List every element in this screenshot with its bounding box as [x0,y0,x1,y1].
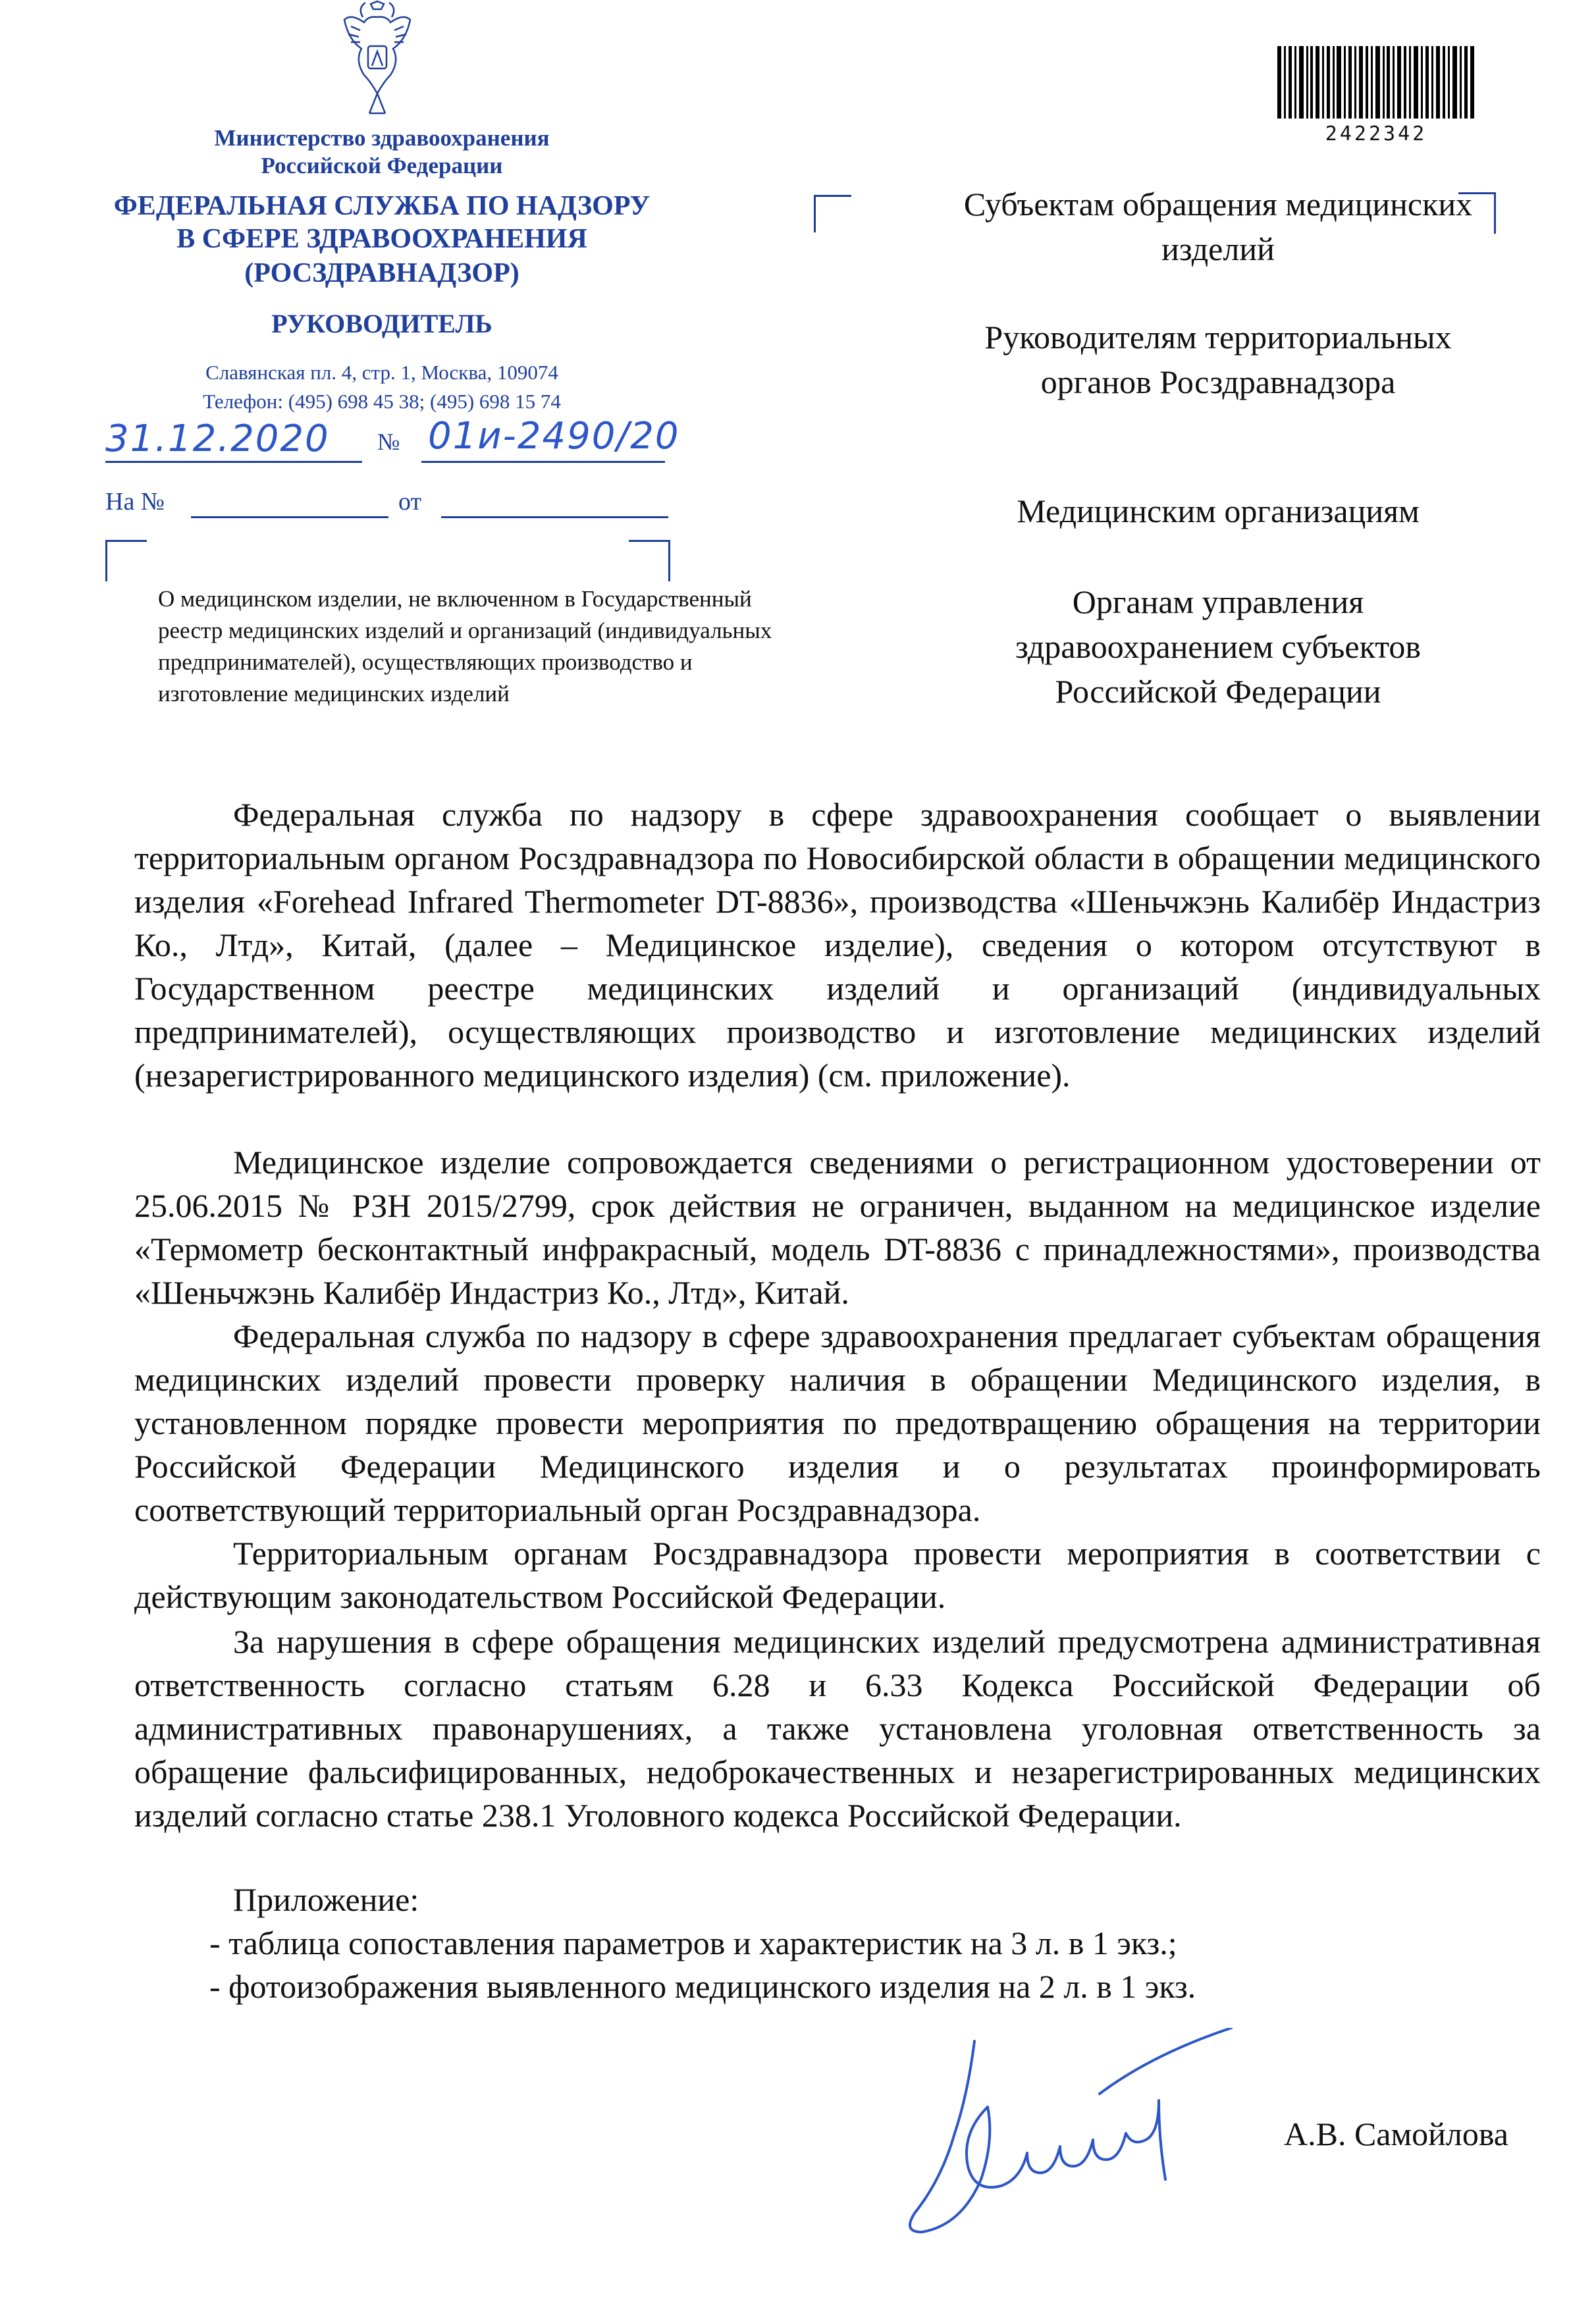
ministry-line-2: Российской Федерации [261,153,503,178]
number-underline [421,461,665,463]
recipient-3: Медицинским организациям [1017,493,1420,529]
body-paragraph-4 [134,1531,1541,1618]
annex-item: - фотоизображения выявленного медицинского изделия на 2 л. в 1 экз. [209,1968,1196,2005]
service-line-2: В СФЕРЕ ЗДРАВООХРАНЕНИЯ [176,224,587,254]
recipient-4: Органам управления здравоохранением субъектов Российской Федерации [1015,583,1422,710]
recipient-2: Руководителям территориальных органов Росздравнадзора [984,319,1452,400]
paragraph-text: Федеральная служба по надзору в сфере здравоохранения предлагает субъектам обращения медицинских изделий провести проверку наличия в обращении Медицинского изделия, в установленном порядке провести мероприятия по предотвращению обращения на территории Российской Федерации Медицинского изделия и о результатах проинформировать соответствующий территориальный орган Росздравнадзора. [134,1318,1541,1528]
signature-icon [902,2028,1244,2239]
paragraph-text: За нарушения в сфере обращения медицинских изделий предусмотрена административная ответственность согласно статьям 6.28 и 6.33 Кодекса Российской Федерации об административных правонарушениях, а также установлена уголовная ответственность за обращение фальсифицированных, недоброкачественных и незарегистрированных медицинских изделий согласно статье 238.1 Уголовного кодекса Российской Федерации. [134,1623,1541,1834]
date-underline [105,461,362,463]
annex-title: Приложение: [233,1881,419,1918]
reply-from-label: от [398,488,422,516]
barcode-icon [1277,46,1475,125]
subject-text: О медицинском изделии, не включенном в Государственный реестр медицинских изделий и организаций (индивидуальных предпринимателей), осуществляющих производство и изготовление медицинских изделий [158,586,772,706]
annex-item: - таблица сопоставления параметров и характеристик на 3 л. в 1 экз.; [209,1925,1177,1961]
phone: Телефон: (495) 698 45 38; (495) 698 15 74 [203,390,561,413]
outgoing-date: 31.12.2020 [105,417,330,460]
subject-corner-right [629,540,670,581]
ministry-line-1: Министерство здравоохранения [214,125,550,151]
reply-date-underline [441,516,668,518]
number-sign: № [377,429,400,455]
outgoing-number: 01и-2490/20 [428,415,680,458]
paragraph-text: Федеральная служба по надзору в сфере здравоохранения сообщает о выявлении территориальным органом Росздравнадзора по Новосибирской области в обращении медицинского изделия «Forehead Infrared Thermometer DT-8836», производства «Шеньчжэнь Калибёр Индастриз Ко., Лтд», Китай, (далее – Медицинское изделие), сведения о котором отсутствуют в Государственном реестре медицинских изделий и организаций (индивидуальных предпринимателей), осуществляющих производство и изготовление медицинских изделий (незарегистрированного медицинского изделия) (см. приложение). [134,796,1541,1094]
service-line-1: ФЕДЕРАЛЬНАЯ СЛУЖБА ПО НАДЗОРУ [113,191,651,221]
body-paragraph-5 [134,1620,1541,1837]
paragraph-text: Медицинское изделие сопровождается сведениями о регистрационном удостоверении от 25.06.2015 № РЗН 2015/2799, срок действия не ограничен, выданном на медицинское изделие «Термометр бесконтактный инфракрасный, модель DT-8836 с принадлежностями», производства «Шеньчжэнь Калибёр Индастриз Ко., Лтд», Китай. [134,1144,1541,1311]
body-paragraph-1 [134,793,1541,1097]
subject-corner-left [105,540,147,581]
body-paragraph-2 [134,1140,1541,1314]
reply-to-number-label: На № [105,488,165,516]
head-title: РУКОВОДИТЕЛЬ [271,309,492,338]
barcode-number: 2422342 [1325,122,1427,146]
coat-of-arms-icon [331,0,423,122]
paragraph-text: Территориальным органам Росздравнадзора провести мероприятия в соответствии с действующим законодательством Российской Федерации. [134,1535,1541,1615]
reply-number-underline [191,516,388,518]
recipient-corner-left [814,195,851,232]
body-paragraph-3 [134,1314,1541,1531]
recipient-1: Субъектам обращения медицинских изделий [963,186,1473,267]
service-line-3: (РОСЗДРАВНАДЗОР) [244,258,519,288]
signer-name: А.В. Самойлова [1284,2116,1508,2152]
address: Славянская пл. 4, стр. 1, Москва, 109074 [205,361,558,384]
